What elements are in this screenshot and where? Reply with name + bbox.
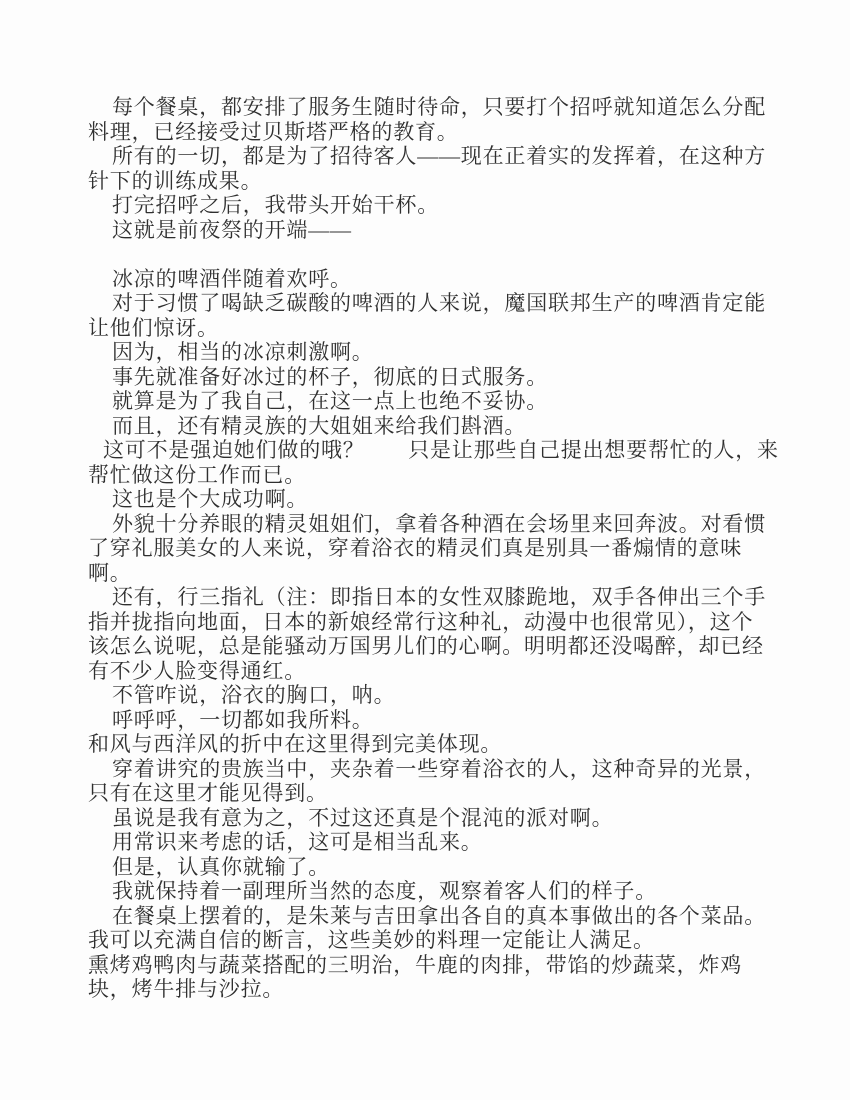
text-line: 啊。 bbox=[88, 560, 132, 585]
text-line: 让他们惊讶。 bbox=[88, 315, 219, 340]
text-line: 呼呼呼，一切都如我所料。 bbox=[112, 707, 374, 732]
text-line: 针下的训练成果。 bbox=[88, 168, 263, 193]
text-line: 冰凉的啤酒伴随着欢呼。 bbox=[112, 266, 352, 291]
text-line: 外貌十分养眼的精灵姐姐们，拿着各种酒在会场里来回奔波。对看惯 bbox=[112, 511, 766, 536]
text-line: 在餐桌上摆着的，是朱莱与吉田拿出各自的真本事做出的各个菜品。 bbox=[112, 903, 766, 928]
text-line: 我可以充满自信的断言，这些美妙的料理一定能让人满足。 bbox=[88, 928, 655, 952]
text-line: 料理，已经接受过贝斯塔严格的教育。 bbox=[88, 119, 459, 144]
text-line: 但是，认真你就输了。 bbox=[112, 854, 330, 879]
text-line: 有不少人脸变得通红。 bbox=[88, 658, 306, 683]
text-block bbox=[88, 95, 788, 1002]
blank-line bbox=[88, 242, 788, 267]
text-line: 帮忙做这份工作而已。 bbox=[88, 462, 306, 487]
text-line: 而且，还有精灵族的大姐姐来给我们斟酒。 bbox=[112, 413, 527, 438]
text-line: 这就是前夜祭的开端—— bbox=[112, 217, 352, 242]
text-line: 每个餐桌，都安排了服务生随时待命，只要打个招呼就知道怎么分配 bbox=[112, 95, 766, 119]
text-line: 这也是个大成功啊。 bbox=[112, 487, 309, 511]
text-line: 了穿礼服美女的人来说，穿着浴衣的精灵们真是别具一番煽情的意味 bbox=[88, 536, 742, 560]
text-line: 因为，相当的冰凉刺激啊。 bbox=[112, 340, 374, 364]
text-line: 对于习惯了喝缺乏碳酸的啤酒的人来说，魔国联邦生产的啤酒肯定能 bbox=[112, 291, 766, 315]
text-line: 块，烤牛排与沙拉。 bbox=[88, 977, 285, 1001]
text-line: 用常识来考虑的话，这可是相当乱来。 bbox=[112, 830, 483, 854]
text-line: 该怎么说呢，总是能骚动万国男儿们的心啊。明明都还没喝醉，却已经 bbox=[88, 634, 764, 658]
text-line: 事先就准备好冰过的杯子，彻底的日式服务。 bbox=[112, 364, 548, 389]
text-line: 我就保持着一副理所当然的态度，观察着客人们的样子。 bbox=[112, 879, 657, 903]
text-line: 指并拢指向地面，日本的新娘经常行这种礼，动漫中也很常见），这个 bbox=[88, 609, 754, 634]
text-line: 不管咋说，浴衣的胸口，呐。 bbox=[112, 683, 396, 707]
text-line: 熏烤鸡鸭肉与蔬菜搭配的三明治，牛鹿的肉排，带馅的炒蔬菜，炸鸡 bbox=[88, 952, 742, 977]
text-line: 和风与西洋风的折中在这里得到完美体现。 bbox=[88, 732, 503, 756]
text-line: 还有，行三指礼（注：即指日本的女性双膝跪地，双手各伸出三个手 bbox=[112, 585, 766, 609]
text-line: 穿着讲究的贵族当中，夹杂着一些穿着浴衣的人，这种奇异的光景， bbox=[112, 756, 766, 781]
text-line: 这可不是强迫她们做的哦？ 只是让那些自己提出想要帮忙的人，来 bbox=[103, 438, 779, 462]
text-line: 虽说是我有意为之，不过这还真是个混沌的派对啊。 bbox=[112, 805, 614, 830]
text-line: 所有的一切，都是为了招待客人——现在正着实的发挥着，在这种方 bbox=[112, 144, 766, 168]
text-line: 只有在这里才能见得到。 bbox=[88, 781, 328, 805]
text-line: 就算是为了我自己，在这一点上也绝不妥协。 bbox=[112, 389, 548, 413]
text-line: 打完招呼之后，我带头开始干杯。 bbox=[112, 193, 439, 217]
